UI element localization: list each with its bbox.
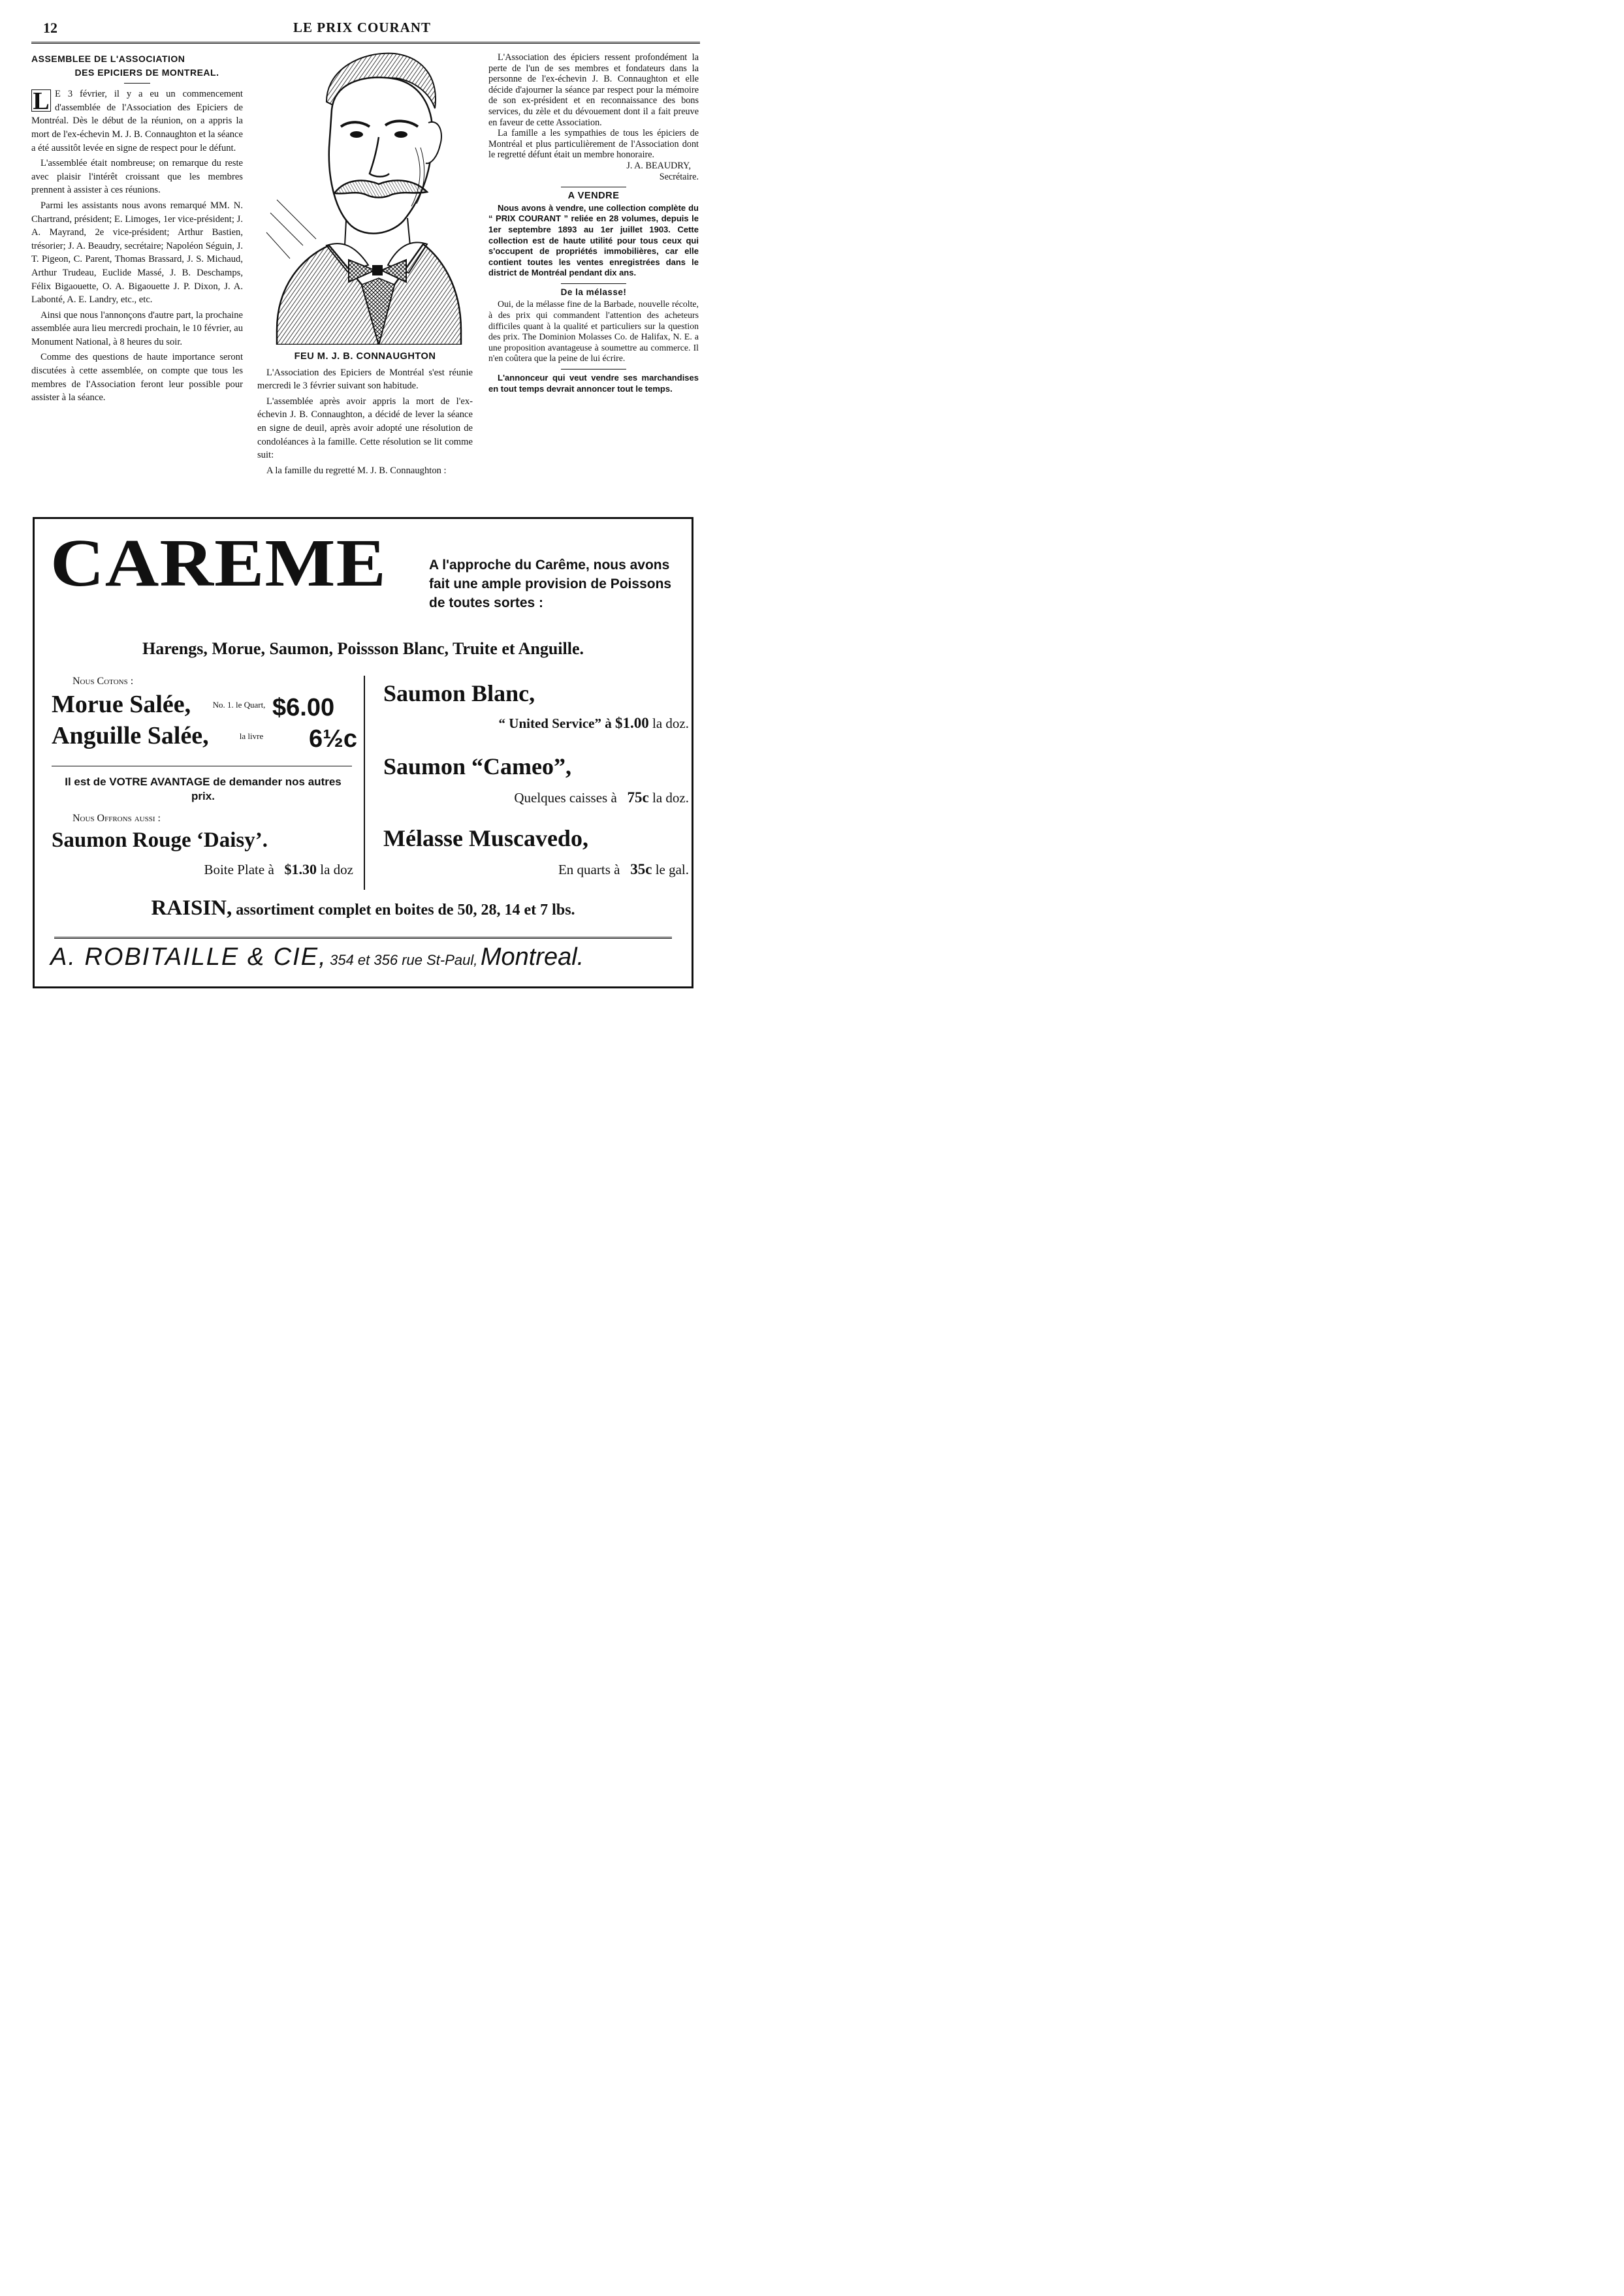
nous-cotons-label: Nous Cotons :	[72, 676, 134, 687]
melasse-unit: le gal.	[655, 862, 689, 877]
firm-name: A. ROBITAILLE & CIE,	[50, 943, 327, 971]
running-head: LE PRIX COURANT	[293, 20, 431, 35]
anguille-name: Anguille Salée,	[52, 722, 209, 749]
daisy-price: $1.30	[284, 861, 317, 877]
nous-offrons-label: Nous Offrons aussi :	[72, 813, 161, 824]
morue-price: $6.00	[272, 694, 335, 721]
article-heading-line2: DES EPICIERS DE MONTREAL.	[74, 67, 219, 78]
signature-rule	[54, 937, 672, 939]
avantage-note: Il est de VOTRE AVANTAGE de demander nos autres prix.	[65, 776, 342, 802]
section-rule	[561, 369, 626, 370]
paragraph: A la famille du regretté M. J. B. Connaughton :	[266, 465, 447, 476]
drop-cap: L	[31, 89, 51, 112]
melasse-heading: De la mélasse!	[560, 287, 627, 297]
paragraph: Parmi les assistants nous avons remarqué MM. N. Chartrand, président; E. Limoges, 1er vice-président; J. A. Mayrand, 2e vice-président; Arthur Bastien, trésorier; J. A. Beaudry, secrétaire; Napoléon Séguin, J. T. Pigeon, C. Parent, Thomas Brassard, J. S. Michaud, Arthur Trudeau, Euclide Massé, J. B. Deschamps, Félix Bigaouette, O. A. Bigaouette J. P. Dixon, J. A. Labonté, A. E. Landry, etc., etc.	[31, 200, 243, 306]
saumon-cameo-unit: la doz.	[652, 790, 689, 806]
saumon-cameo-price: 75c	[627, 789, 649, 806]
column-assemblee	[31, 52, 243, 407]
paragraph: La famille a les sympathies de tous les épiciers de Montréal et plus particulièrement de l'Association dont le regretté défunt était un membre honoraire.	[488, 128, 699, 161]
fish-list: Harengs, Morue, Saumon, Poissson Blanc, Truite et Anguille.	[142, 639, 584, 658]
saumon-cameo-line	[383, 789, 689, 806]
anguille-price: 6½c	[309, 725, 357, 753]
paragraph: L'Association des épiciers ressent profondément la perte de l'un de ses membres et fondateurs dans la personne de l'ex-échevin J. B. Connaughton et elle décide d'ajourner la séance par respect pour la mémoire de son ex-président et en reconnaissance des bons services, du zèle et du dévouement dont il a fait preuve en faveur de cette Association.	[488, 52, 699, 128]
article-heading-line1: ASSEMBLEE DE L'ASSOCIATION	[31, 54, 185, 64]
paragraph	[31, 87, 243, 155]
column-connaughton	[257, 350, 473, 479]
melasse-price: 35c	[630, 861, 652, 877]
saumon-cameo-desc: Quelques caisses à	[514, 790, 617, 806]
vendre-notice: Nous avons à vendre, une collection complète du “ PRIX COURANT ” reliée en 28 volumes, depuis le 1er septembre 1893 au 1er juillet 1903. Cette collection est de haute utilité pour tous ceux qui s'occupent de propriétés immobilières, car elle contient toutes les ventes enregistrées dans le district de Montréal pendant dix ans.	[488, 202, 699, 278]
section-rule	[561, 283, 626, 284]
morue-unit: No. 1. le Quart,	[212, 700, 266, 710]
anguille-unit: la livre	[239, 731, 264, 741]
paragraph: Oui, de la mélasse fine de la Barbade, nouvelle récolte, à des prix qui commandent l'attention des acheteurs difficiles quant à la qualité et particuliers sur la question des prix. The Dominion Molasses Co. de Halifax, N. E. a une proposition avantageuse à soumettre au commerce. Il n'en coûtera que la peine de lui écrire.	[488, 299, 699, 364]
saumon-cameo-name: Saumon “Cameo”,	[383, 753, 572, 779]
portrait-illustration	[264, 50, 474, 345]
careme-intro: A l'approche du Carême, nous avons fait une ample provision de Poissons de toutes sortes :	[429, 558, 672, 610]
daisy-desc: Boite Plate à	[204, 862, 274, 877]
portrait-engraving	[264, 50, 474, 345]
signature-title: Secrétaire.	[659, 171, 699, 182]
page-number: 12	[43, 20, 57, 36]
paragraph: L'assemblée après avoir appris la mort de l'ex-échevin J. B. Connaughton, a décidé de lever la séance en signe de deuil, après avoir adopté une résolution de condoléances à la famille. Cette résolution se lit comme suit:	[257, 396, 473, 461]
firm-address: 354 et 356 rue St-Paul,	[330, 952, 478, 968]
daisy-price-line	[52, 861, 353, 878]
portrait-caption: FEU M. J. B. CONNAUGHTON	[294, 351, 436, 362]
raisin-text: assortiment complet en boites de 50, 28, 14 et 7 lbs.	[236, 902, 575, 919]
raisin-word: RAISIN,	[151, 896, 232, 920]
saumon-blanc-line	[383, 715, 689, 732]
signature-name: J. A. BEAUDRY,	[626, 160, 691, 171]
daisy-name: Saumon Rouge ‘Daisy’.	[52, 828, 268, 852]
paragraph: L'assemblée était nombreuse; on remarque du reste avec plaisir l'intérêt croissant que les membres prennent à assister à ces réunions.	[31, 158, 243, 196]
saumon-blanc-price: $1.00	[615, 715, 649, 731]
firm-city: Montreal.	[480, 943, 584, 971]
raisin-line	[35, 896, 692, 920]
firm-signature	[50, 943, 690, 971]
saumon-blanc-unit: la doz.	[652, 716, 689, 731]
vendre-heading: A VENDRE	[567, 191, 620, 202]
header-rule	[31, 42, 700, 44]
careme-advertisement	[33, 517, 693, 988]
annonceur-note: L'annonceur qui veut vendre ses marchandises en tout temps devrait annoncer tout le temps.	[488, 373, 699, 394]
paragraph: L'Association des Epiciers de Montréal s'est réunie mercredi le 3 février suivant son habitude.	[257, 367, 473, 392]
paragraph: Ainsi que nous l'annonçons d'autre part, la prochaine assemblée aura lieu mercredi prochain, le 10 février, au Monument National, à 8 heures du soir.	[31, 309, 243, 347]
melasse-muscavedo-line	[383, 861, 689, 878]
column-divider	[364, 676, 365, 890]
melasse-muscavedo-name: Mélasse Muscavedo,	[383, 825, 588, 851]
paragraph: Comme des questions de haute importance seront discutées à cette assemblée, on compte que tous les membres de l'Association feront leur possible pour assister à la séance.	[31, 352, 243, 403]
careme-title: CAREME	[50, 526, 387, 601]
daisy-unit: la doz	[320, 862, 353, 877]
heading-rule	[124, 83, 150, 84]
paragraph-text: E 3 février, il y a eu un commencement d'assemblée de l'Association des Epiciers de Montréal. Dès le début de la réunion, on a appris la mort de l'ex-échevin M. J. B. Connaughton et la séance a été aussitôt levée en signe de respect pour le défunt.	[31, 89, 243, 153]
morue-name: Morue Salée,	[52, 691, 191, 718]
saumon-blanc-name: Saumon Blanc,	[383, 680, 535, 706]
melasse-desc: En quarts à	[558, 862, 620, 877]
column-right	[488, 52, 699, 394]
saumon-blanc-desc: “ United Service” à	[498, 716, 612, 731]
